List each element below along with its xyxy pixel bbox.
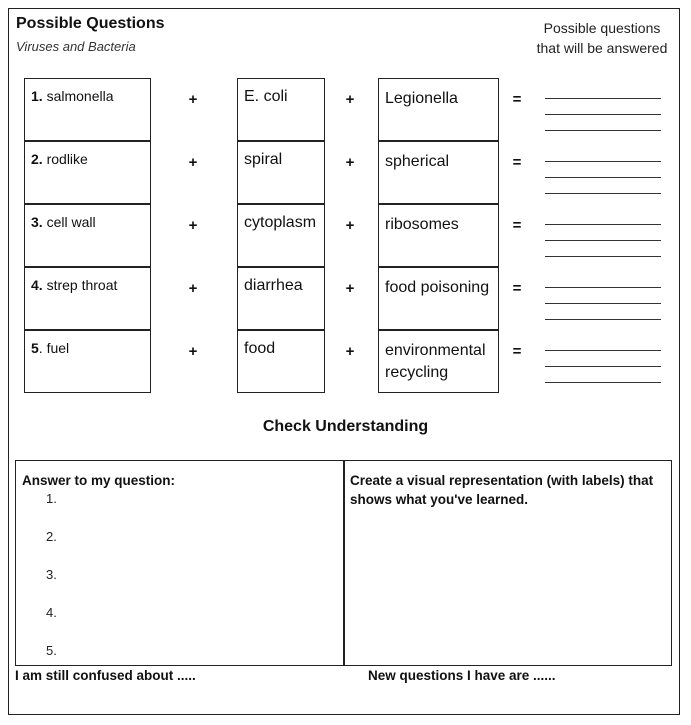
answered-questions-hint: [530, 18, 674, 58]
visual-heading: Create a visual representation (with labels) that shows what you've learned.: [350, 473, 654, 507]
row-1-equals: =: [512, 91, 522, 108]
row-4-answer-line-1[interactable]: [545, 287, 661, 288]
row-2-answer-line-2[interactable]: [545, 177, 661, 178]
question-row-3: [24, 204, 674, 267]
row-2-first-term: [24, 141, 151, 204]
row-2-plus-1: +: [188, 154, 198, 171]
row-3-first-term: [24, 204, 151, 267]
row-1-plus-2: +: [345, 91, 355, 108]
row-1-answer-line-2[interactable]: [545, 114, 661, 115]
row-2-second-term: spiral: [237, 141, 325, 204]
row-5-first-text: . fuel: [38, 340, 70, 356]
row-2-first-text: rodlike: [46, 151, 88, 167]
row-1-first-term: [24, 78, 151, 141]
answer-number-3: 3.: [46, 567, 57, 582]
row-1-third-term: Legionella: [378, 78, 499, 141]
row-4-equals: =: [512, 280, 522, 297]
page-subtitle: Viruses and Bacteria: [16, 39, 136, 54]
answer-number-1: 1.: [46, 491, 57, 506]
row-1-answer-line-3[interactable]: [545, 130, 661, 131]
row-5-third-term: environmental recycling: [378, 330, 499, 393]
new-questions-prompt: New questions I have are ......: [368, 668, 556, 683]
row-3-plus-2: +: [345, 217, 355, 234]
row-3-third-term: ribosomes: [378, 204, 499, 267]
row-1-first-text: salmonella: [46, 88, 114, 104]
row-4-first-term: [24, 267, 151, 330]
still-confused-prompt: I am still confused about .....: [15, 668, 196, 683]
row-1-answer-line-1[interactable]: [545, 98, 661, 99]
hint-line-2: that will be answered: [536, 40, 668, 56]
question-row-2: [24, 141, 674, 204]
row-2-answer-line-1[interactable]: [545, 161, 661, 162]
row-5-first-term: [24, 330, 151, 393]
row-3-number: 3.: [31, 214, 43, 230]
row-4-number: 4.: [31, 277, 43, 293]
row-3-answer-line-2[interactable]: [545, 240, 661, 241]
row-5-answer-line-2[interactable]: [545, 366, 661, 367]
row-2-equals: =: [512, 154, 522, 171]
page-title: Possible Questions: [16, 15, 165, 32]
answers-box[interactable]: [15, 460, 345, 666]
row-5-number: 5: [31, 340, 39, 356]
visual-representation-box[interactable]: [343, 460, 672, 666]
row-5-equals: =: [512, 343, 522, 360]
row-1-number: 1.: [31, 88, 43, 104]
row-2-number: 2.: [31, 151, 43, 167]
row-3-first-text: cell wall: [46, 214, 96, 230]
row-1-plus-1: +: [188, 91, 198, 108]
row-5-answer-line-3[interactable]: [545, 382, 661, 383]
row-4-answer-line-2[interactable]: [545, 303, 661, 304]
question-row-5: [24, 330, 674, 393]
row-3-equals: =: [512, 217, 522, 234]
answer-number-2: 2.: [46, 529, 57, 544]
check-understanding-title: Check Understanding: [262, 418, 429, 435]
row-4-second-term: diarrhea: [237, 267, 325, 330]
row-5-plus-2: +: [345, 343, 355, 360]
row-4-plus-2: +: [345, 280, 355, 297]
row-3-answer-line-3[interactable]: [545, 256, 661, 257]
row-3-answer-line-1[interactable]: [545, 224, 661, 225]
row-5-plus-1: +: [188, 343, 198, 360]
answer-number-5: 5.: [46, 643, 57, 658]
row-3-second-term: cytoplasm: [237, 204, 325, 267]
row-2-third-term: spherical: [378, 141, 499, 204]
row-5-answer-line-1[interactable]: [545, 350, 661, 351]
row-2-answer-line-3[interactable]: [545, 193, 661, 194]
row-1-second-term: E. coli: [237, 78, 325, 141]
row-4-third-term: food poisoning: [378, 267, 499, 330]
row-4-plus-1: +: [188, 280, 198, 297]
row-4-first-text: strep throat: [46, 277, 118, 293]
answers-heading: Answer to my question:: [22, 473, 176, 488]
row-5-second-term: food: [237, 330, 325, 393]
question-row-1: [24, 78, 674, 141]
row-3-plus-1: +: [188, 217, 198, 234]
hint-line-1: Possible questions: [543, 20, 661, 36]
row-4-answer-line-3[interactable]: [545, 319, 661, 320]
answer-number-4: 4.: [46, 605, 57, 620]
question-row-4: [24, 267, 674, 330]
row-2-plus-2: +: [345, 154, 355, 171]
